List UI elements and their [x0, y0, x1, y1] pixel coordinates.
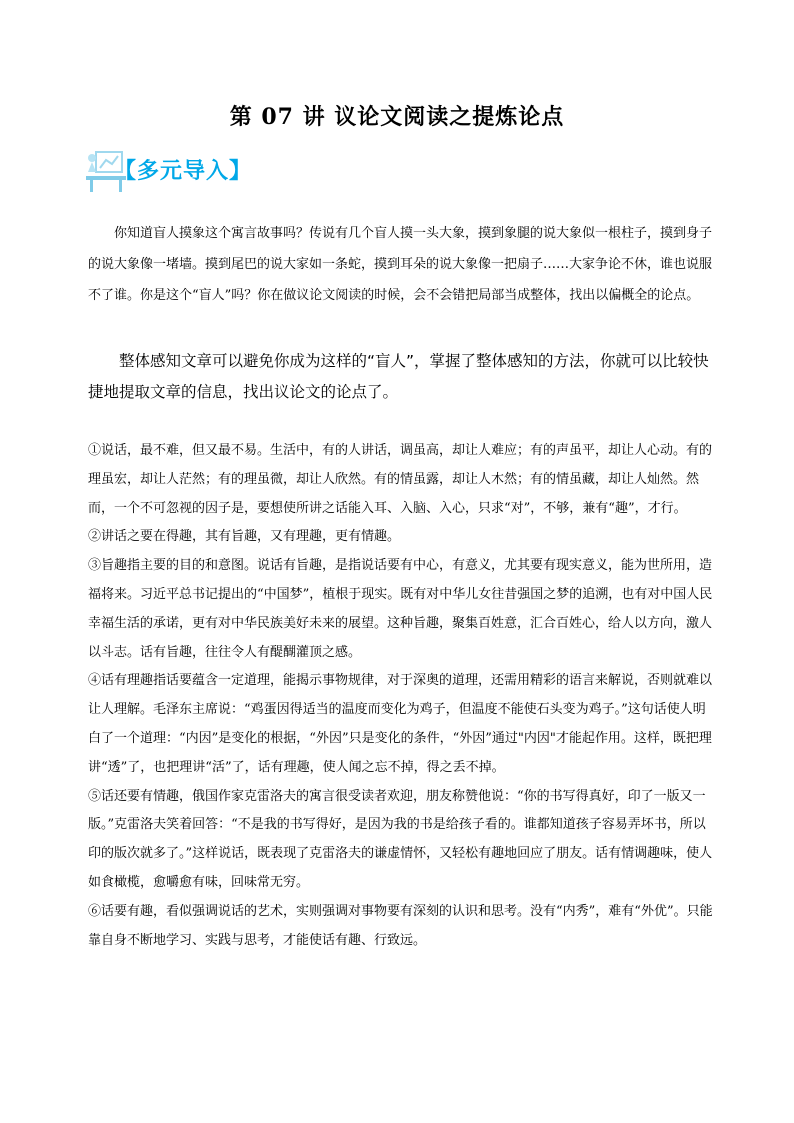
article-body	[88, 437, 718, 955]
article-paragraph-2: ②讲话之要在得趣，其有旨趣，又有理趣，更有情趣。	[88, 529, 401, 545]
intro-paragraph-1: 你知道盲人摸象这个寓言故事吗？传说有几个盲人摸一头大象，摸到象腿的说大象似一根柱子，摸到身子的说大象像一堵墙。摸到尾巴的说大家如一条蛇，摸到耳朵的说大象像一把扇子……大家争论不休，谁也说服不了谁。你是这个“盲人”吗？你在做议论文阅读的时候，会不会错把局部当成整体，找出以偏概全的论点。	[88, 226, 713, 303]
section-banner	[86, 146, 286, 196]
page-title: 第 07 讲 议论文阅读之提炼论点	[229, 104, 565, 130]
article-paragraph-3: ③旨趣指主要的目的和意图。说话有旨趣，是指说话要有中心，有意义，尤其要有现实意义，能为世所用，造福将来。习近平总书记提出的“中国梦”，植根于现实。既有对中华儿女往昔强国之梦的追溯，也有对中国人民幸福生活的承诺，更有对中华民族美好未来的展望。这种旨趣，聚集百姓意，汇合百姓心，给人以方向，激人以斗志。话有旨趣，往往令人有醍醐灌顶之感。	[88, 558, 713, 660]
article-paragraph-6: ⑥话要有趣，看似强调说话的艺术，实则强调对事物要有深刻的认识和思考。没有“内秀”，难有“外优”。只能靠自身不断地学习、实践与思考，才能使话有趣、行致远。	[88, 903, 713, 948]
article-paragraph-1: ①说话，最不难，但又最不易。生活中，有的人讲话，调虽高，却让人难应；有的声虽平，却让人心动。有的理虽宏，却让人茫然；有的理虽微，却让人欣然。有的情虽露，却让人木然；有的情虽藏，却让人灿然。然而，一个不可忽视的因子是，要想使所讲之话能入耳、入脑、入心，只求“对”，不够，兼有“趣”，才行。	[88, 443, 713, 516]
intro-paragraph-2: 整体感知文章可以避免你成为这样的“盲人”，掌握了整体感知的方法，你就可以比较快捷地提取文章的信息，找出议论文的论点了。	[88, 352, 709, 401]
article-paragraph-5: ⑤话还要有情趣，俄国作家克雷洛夫的寓言很受读者欢迎，朋友称赞他说：“你的书写得真好，印了一版又一版。”克雷洛夫笑着回答：“不是我的书写得好，是因为我的书是给孩子看的。谁都知道孩子容易弄坏书，所以印的版次就多了。”这样说话，既表现了克雷洛夫的谦虚情怀，又轻松有趣地回应了朋友。话有情调趣味，使人如食橄榄，愈嚼愈有味，回味常无穷。	[88, 788, 713, 890]
article-paragraph-4: ④话有理趣指话要蕴含一定道理，能揭示事物规律，对于深奥的道理，还需用精彩的语言来解说，否则就难以让人理解。毛泽东主席说：“鸡蛋因得适当的温度而变化为鸡子，但温度不能使石头变为鸡子。”这句话使人明白了一个道理：“内因”是变化的根据，“外因”只是变化的条件，“外因”通过"内因"才能起作用。这样，既把理讲“透”了，也把理讲“活”了，话有理趣，使人闻之忘不掉，得之丢不掉。	[88, 673, 713, 775]
banner-label: 【多元导入】	[114, 159, 253, 184]
